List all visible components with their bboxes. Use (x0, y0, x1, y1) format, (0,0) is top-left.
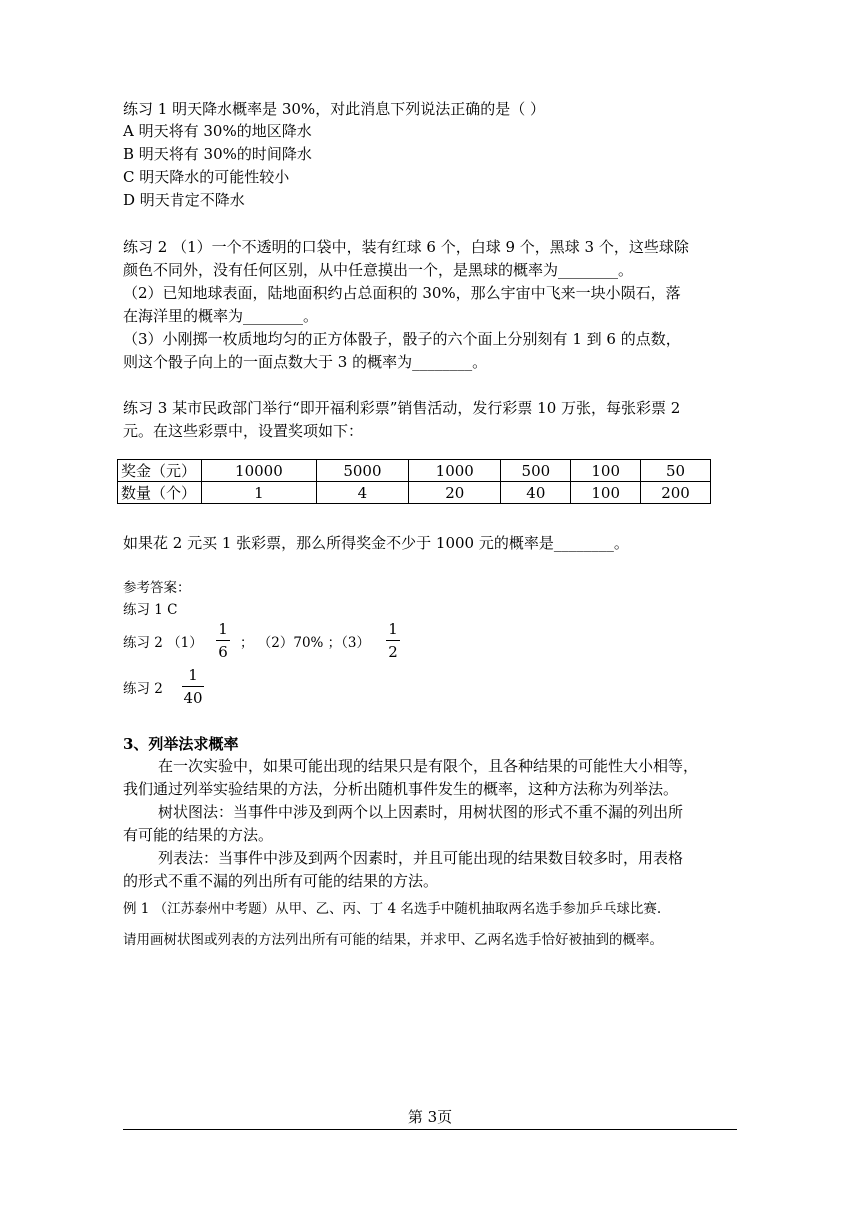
table-cell: 100 (571, 482, 641, 504)
table-row (118, 482, 711, 504)
table-row (118, 460, 711, 482)
paragraph-line: 有可能的结果的方法。 (123, 826, 274, 844)
answer-2-fraction-1 (216, 620, 230, 661)
table-cell: 20 (409, 482, 501, 504)
exercise-1-option-b: B 明天将有 30%的时间降水 (123, 145, 312, 163)
exercise-2-line: （2）已知地球表面，陆地面积约占总面积的 30%，那么宇宙中飞来一块小陨石，落 (123, 284, 681, 302)
exercise-1-option-d: D 明天肯定不降水 (123, 191, 245, 209)
fraction-denominator: 2 (388, 643, 398, 661)
exercise-2-line: （3）小刚掷一枚质地均匀的正方体骰子，骰子的六个面上分别刻有 1 到 6 的点数， (123, 330, 681, 348)
fraction-numerator: 1 (388, 620, 398, 638)
footer-divider (123, 1129, 737, 1130)
paragraph-line: 我们通过列举实验结果的方法，分析出随机事件发生的概率，这种方法称为列举法。 (123, 780, 679, 798)
answers-heading: 参考答案： (123, 580, 191, 596)
fraction-numerator: 1 (188, 666, 198, 684)
table-cell: 500 (501, 460, 571, 482)
page-number: 第 3页 (407, 1108, 453, 1126)
answer-2-label: 练习 2 （1） (123, 635, 203, 651)
paragraph-line: 在一次实验中，如果可能出现的结果只是有限个，且各种结果的可能性大小相等， (158, 757, 699, 775)
answer-3-fraction (182, 666, 204, 707)
exercise-2-line: 则这个骰子向上的一面点数大于 3 的概率为________。 (123, 353, 488, 371)
table-row-header: 数量（个） (118, 482, 202, 504)
paragraph-line: 的形式不重不漏的列出所有可能的结果的方法。 (123, 872, 439, 890)
exercise-3-line: 练习 3 某市民政部门举行“即开福利彩票”销售活动，发行彩票 10 万张，每张彩票 2 (123, 399, 681, 417)
answer-2-rest: ； （2）70% ；（3） (240, 635, 371, 651)
table-cell: 50 (641, 460, 711, 482)
exercise-1-title: 练习 1 明天降水概率是 30%，对此消息下列说法正确的是（ ） (123, 100, 545, 118)
table-cell: 10000 (202, 460, 317, 482)
answer-3-label: 练习 2 (123, 681, 163, 697)
prize-table (117, 459, 711, 504)
paragraph-line: 列表法：当事件中涉及到两个因素时，并且可能出现的结果数目较多时，用表格 (158, 849, 684, 867)
answer-1: 练习 1 C (123, 602, 178, 618)
example-1-line: 请用画树状图或列表的方法列出所有可能的结果，并求甲、乙两名选手恰好被抽到的概率。 (123, 932, 663, 948)
table-cell: 200 (641, 482, 711, 504)
example-1-line: 例 1 （江苏泰州中考题）从甲、乙、丙、丁 4 名选手中随机抽取两名选手参加乒乓球比赛. (123, 901, 662, 917)
fraction-bar (182, 686, 204, 687)
paragraph-line: 树状图法：当事件中涉及到两个以上因素时，用树状图的形式不重不漏的列出所 (158, 803, 684, 821)
exercise-3-line: 元。在这些彩票中，设置奖项如下： (123, 422, 364, 440)
table-cell: 40 (501, 482, 571, 504)
exercise-1-option-a: A 明天将有 30%的地区降水 (123, 122, 312, 140)
fraction-bar (216, 640, 230, 641)
answer-2-fraction-3 (386, 620, 400, 661)
exercise-2-line: 在海洋里的概率为________。 (123, 307, 319, 325)
exercise-2-line: 练习 2 （1）一个不透明的口袋中，装有红球 6 个，白球 9 个，黑球 3 个，这些球除 (123, 238, 689, 256)
table-cell: 4 (316, 482, 408, 504)
exercise-3-question: 如果花 2 元买 1 张彩票，那么所得奖金不少于 1000 元的概率是________。 (123, 534, 629, 552)
exercise-2-line: 颜色不同外，没有任何区别，从中任意摸出一个，是黑球的概率为________。 (123, 261, 634, 279)
fraction-denominator: 6 (218, 643, 228, 661)
section-heading: 3、列举法求概率 (123, 735, 239, 753)
fraction-denominator: 40 (183, 689, 203, 707)
table-cell: 100 (571, 460, 641, 482)
fraction-bar (386, 640, 400, 641)
fraction-numerator: 1 (218, 620, 228, 638)
table-row-header: 奖金（元） (118, 460, 202, 482)
table-cell: 5000 (316, 460, 408, 482)
exercise-1-option-c: C 明天降水的可能性较小 (123, 168, 290, 186)
table-cell: 1 (202, 482, 317, 504)
table-cell: 1000 (409, 460, 501, 482)
